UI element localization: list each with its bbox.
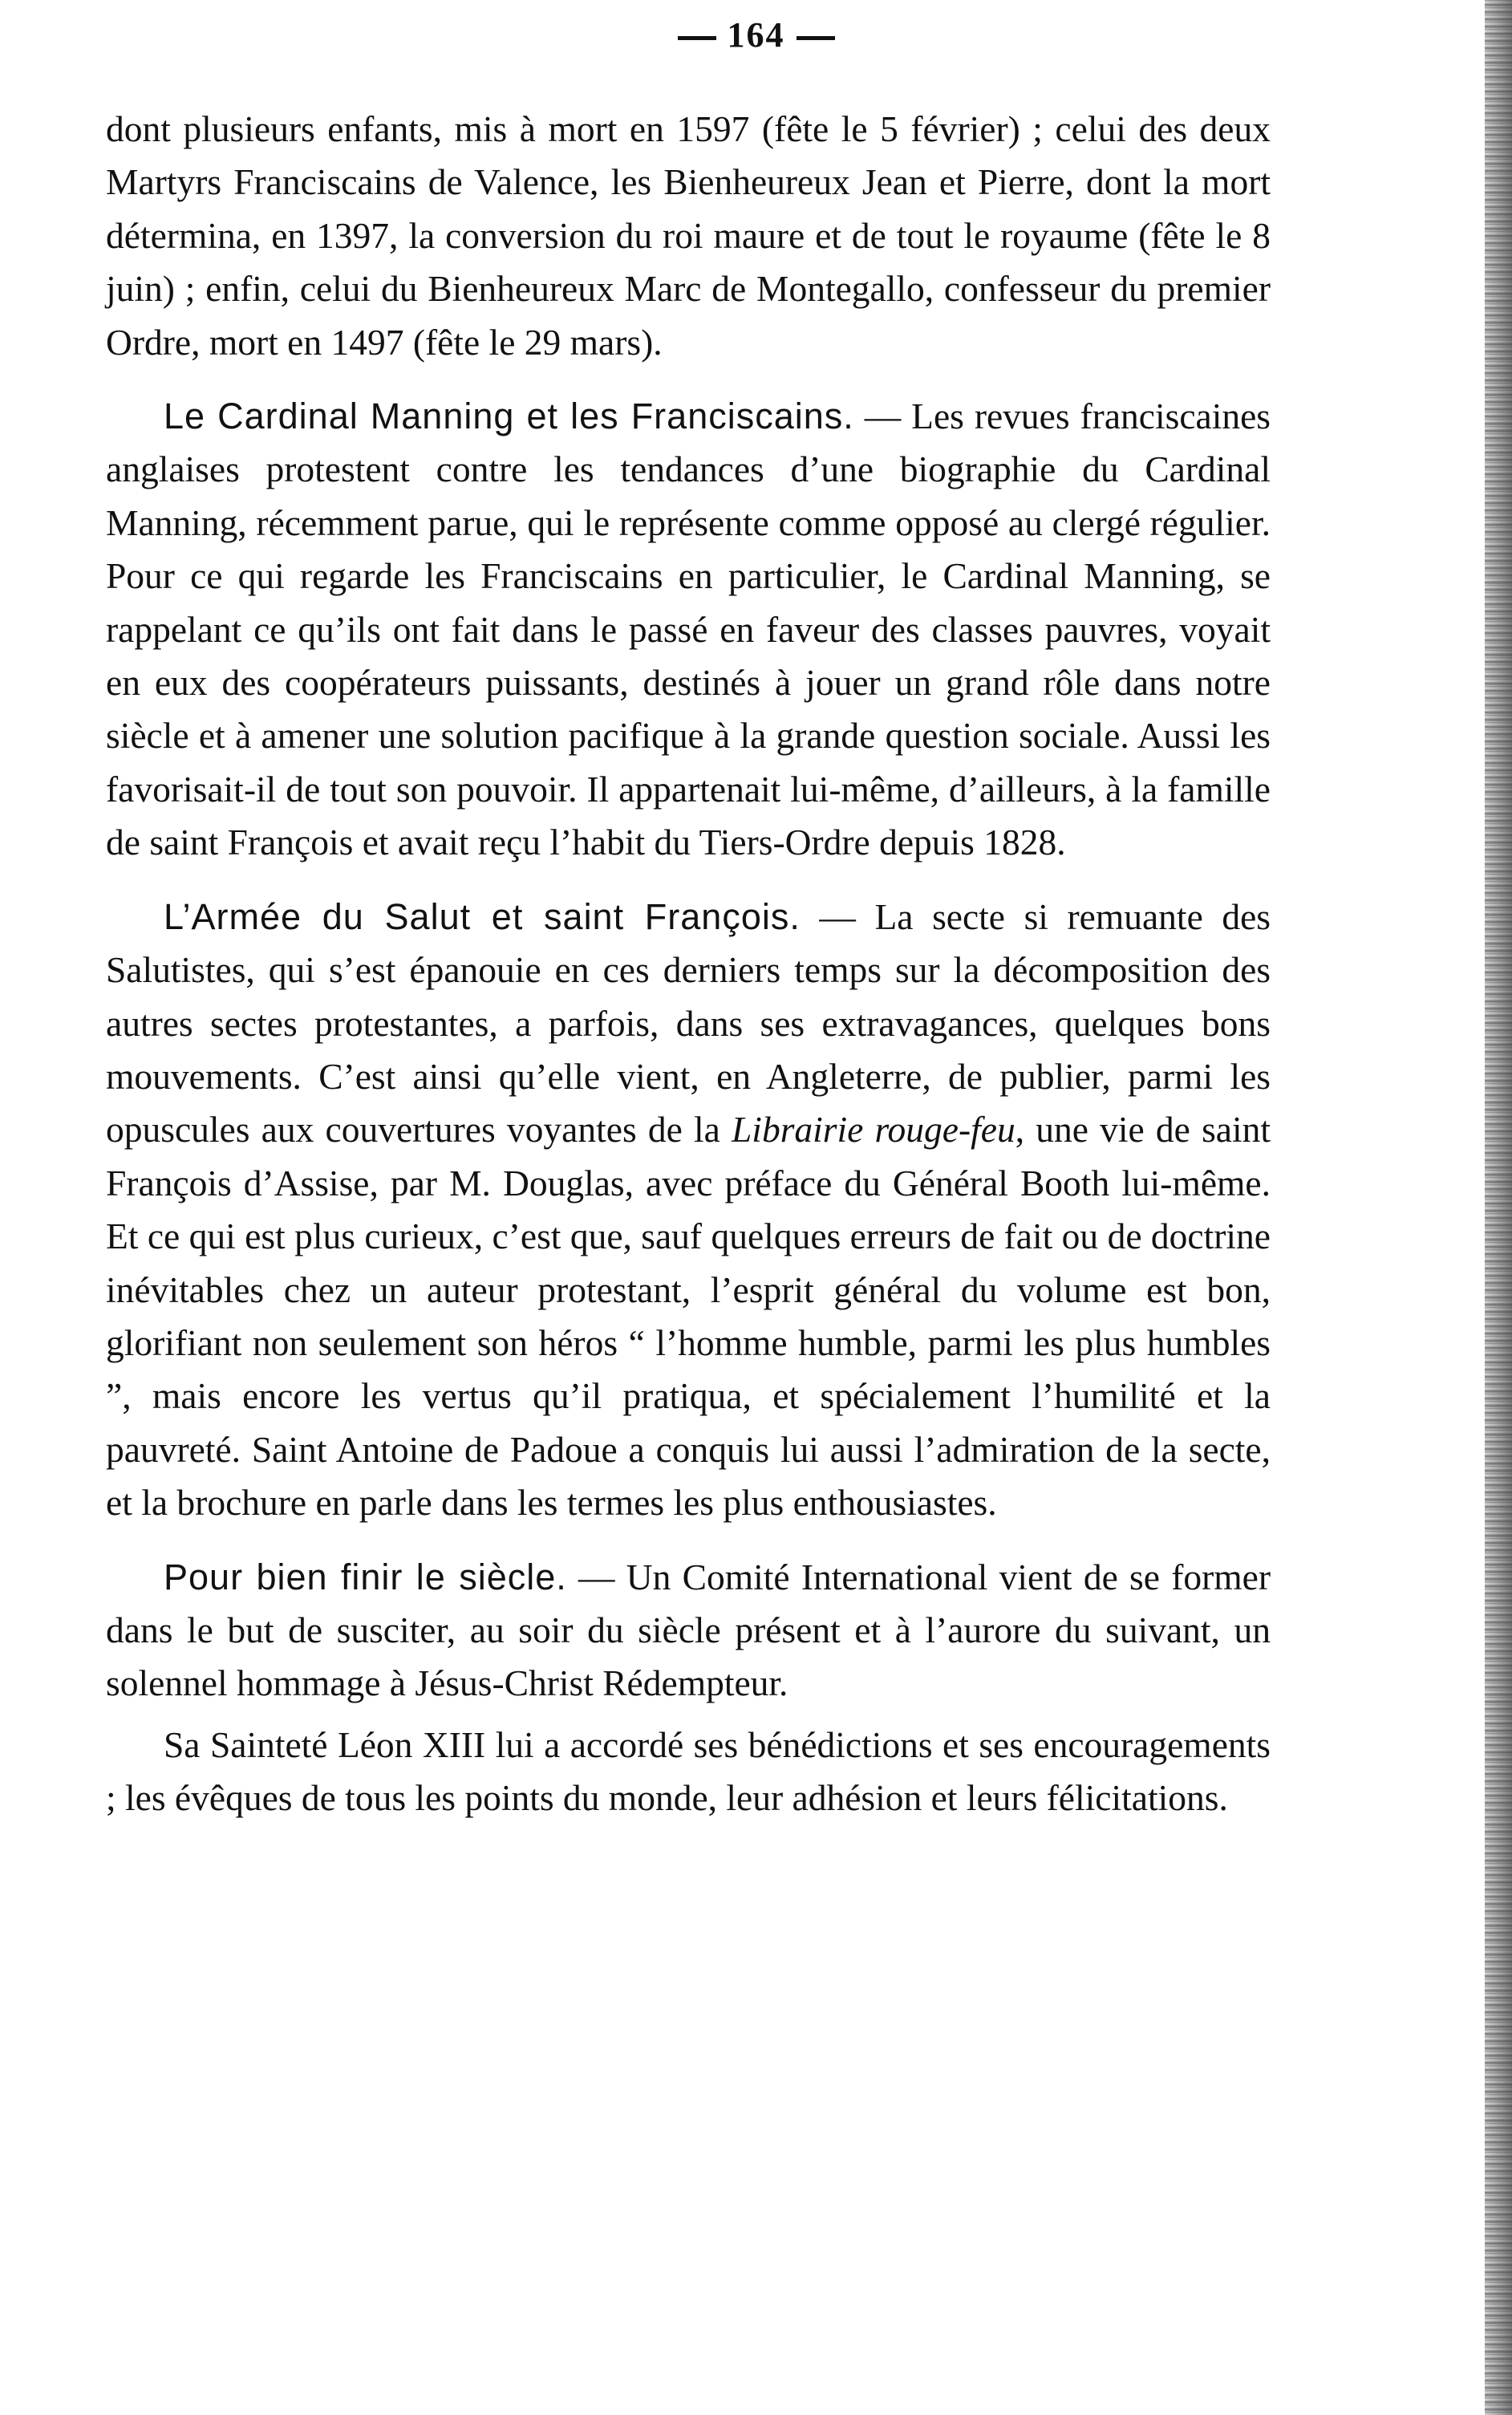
paragraph-text-after-italic: , une vie de saint François d’Assise, par M. Douglas, avec préface du Général Booth lui-même. Et ce qui est plus curieux, c’est que, sauf quelques erreurs de fait ou de doctrine inévitables chez un auteur protestant, l’esprit général du volume est bon, glorifiant non seulement son héros “ l’homme humble, parmi les plus humbles ”, mais encore les vertus qu’il pratiqua, et spécialement l’humilité et la pauvreté. Saint Antoine de Padoue a conquis lui aussi l’admiration de la secte, et la brochure en parle dans les termes les plus enthousiastes. bbox=[106, 1109, 1271, 1524]
section-heading-armee: L’Armée du Salut et saint François. bbox=[164, 895, 801, 937]
paragraph-manning bbox=[106, 390, 1271, 870]
paragraph-text-before-italic: — La secte si remuante des Salutistes, qui s’est épanouie en ces derniers temps sur la décomposition des autres sectes protestantes, a parfois, dans ses extravagances, quelques bons mouvements. C’est ainsi qu’elle vient, en Angleterre, de publier, parmi les opuscules aux couvertures voyantes de la bbox=[106, 895, 1271, 1151]
paragraph-siecle bbox=[106, 1551, 1271, 1711]
paragraph-text: Sa Sainteté Léon XIII lui a accordé ses bénédictions et ses encouragements ; les évêques de tous les points du monde, leur adhésion et leurs félicitations. bbox=[106, 1723, 1271, 1819]
paragraph-armee bbox=[106, 891, 1271, 1530]
section-heading-siecle: Pour bien finir le siècle. bbox=[164, 1556, 567, 1597]
page-number-value: 164 bbox=[727, 15, 785, 55]
page-number-dash-right bbox=[797, 36, 835, 40]
paragraph-text: — Les revues franciscaines anglaises protestent contre les tendances d’une biographie du Cardinal Manning, récemment parue, qui le représente comme opposé au clergé régulier. Pour ce qui regarde les Franciscains en particulier, le Cardinal Manning, se rappelant ce qu’ils ont fait dans le passé en faveur des classes pauvres, voyait en eux des coopérateurs puissants, destinés à jouer un grand rôle dans notre siècle et à amener une solution pacifique à la grande question sociale. Aussi les favorisait-il de tout son pouvoir. Il appartenait lui-même, d’ailleurs, à la famille de saint François et avait reçu l’habit du Tiers-Ordre depuis 1828. bbox=[106, 396, 1271, 863]
page-number bbox=[0, 14, 1512, 55]
paragraph-leon bbox=[106, 1719, 1271, 1825]
scan-edge-shadow bbox=[1485, 0, 1512, 2415]
paragraph-text: — Un Comité International vient de se former dans le but de susciter, au soir du siècle présent et à l’aurore du suivant, un solennel hommage à Jésus-Christ Rédempteur. bbox=[106, 1556, 1271, 1704]
section-heading-manning: Le Cardinal Manning et les Franciscains. bbox=[164, 396, 854, 437]
paragraph-continuation bbox=[106, 103, 1271, 369]
italic-title-librairie: Librairie rouge-feu bbox=[732, 1109, 1015, 1151]
body-text bbox=[106, 103, 1271, 1825]
page-number-dash-left bbox=[678, 36, 716, 40]
paragraph-text: dont plusieurs enfants, mis à mort en 1597 (fête le 5 février) ; celui des deux Martyrs Franciscains de Valence, les Bienheureux Jean et Pierre, dont la mort détermina, en 1397, la conversion du roi maure et de tout le royaume (fête le 8 juin) ; enfin, celui du Bienheureux Marc de Montegallo, confesseur du premier Ordre, mort en 1497 (fête le 29 mars). bbox=[106, 108, 1271, 363]
